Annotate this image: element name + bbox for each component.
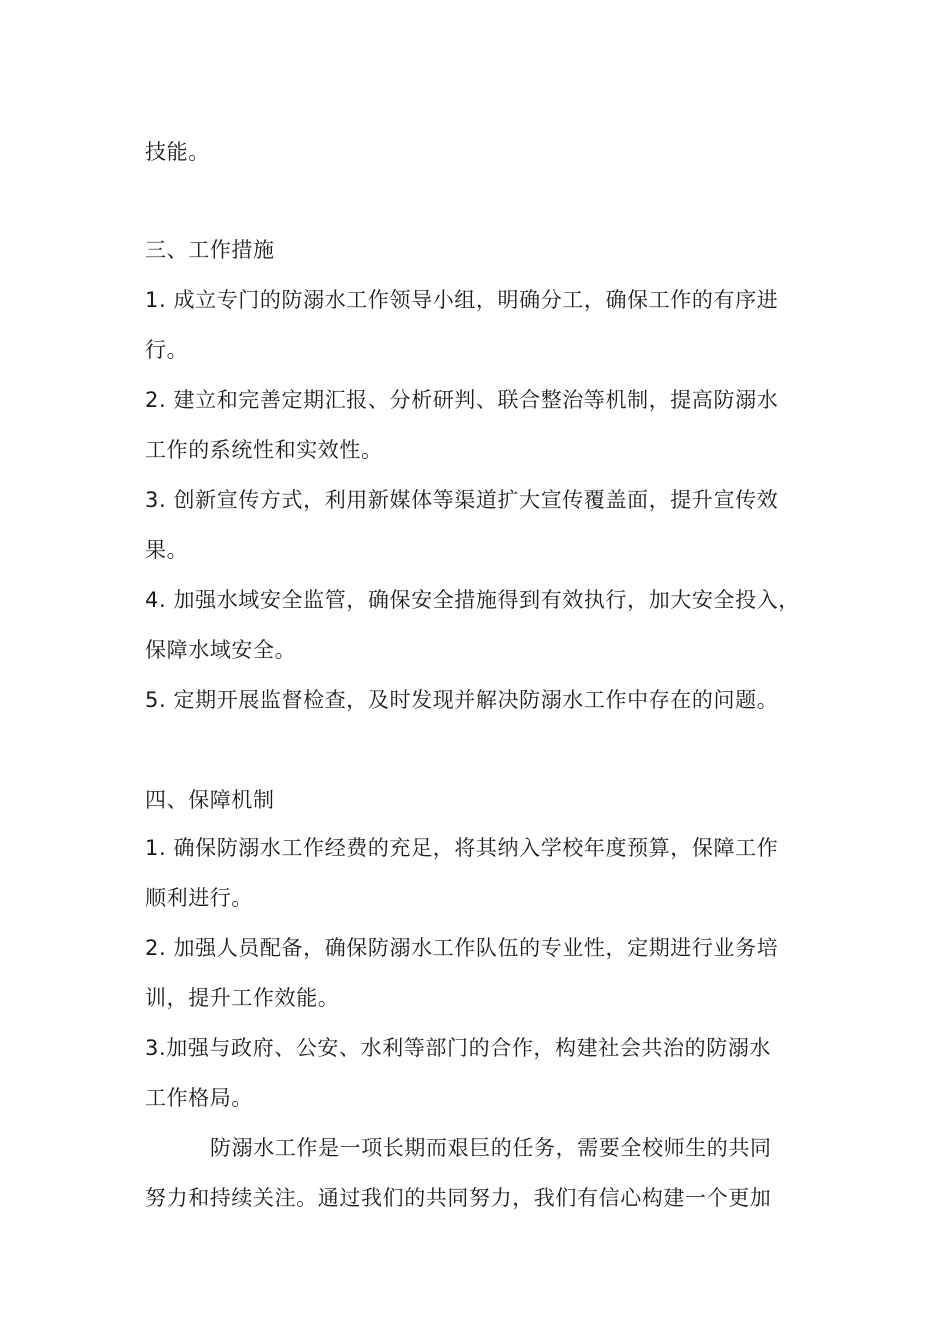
text-line: 5. 定期开展监督检查，及时发现并解决防溺水工作中存在的问题。 <box>145 688 779 712</box>
text-line: 1. 确保防溺水工作经费的充足，将其纳入学校年度预算，保障工作 <box>145 836 779 860</box>
paragraph-line: 防溺水工作是一项长期而艰巨的任务，需要全校师生的共同 <box>210 1136 772 1160</box>
text-line: 果。 <box>145 538 189 562</box>
paragraph-line: 努力和持续关注。通过我们的共同努力，我们有信心构建一个更加 <box>145 1186 772 1210</box>
text-line: 顺利进行。 <box>145 886 253 910</box>
text-line: 技能。 <box>145 140 210 164</box>
text-line: 2. 加强人员配备，确保防溺水工作队伍的专业性，定期进行业务培 <box>145 936 779 960</box>
section-heading: 四、保障机制 <box>145 788 275 812</box>
text-line: 2. 建立和完善定期汇报、分析研判、联合整治等机制，提高防溺水 <box>145 388 779 412</box>
section-heading: 三、工作措施 <box>145 238 275 262</box>
text-line: 工作的系统性和实效性。 <box>145 438 383 462</box>
text-line: 3.加强与政府、公安、水利等部门的合作，构建社会共治的防溺水 <box>145 1036 772 1060</box>
text-line: 训，提升工作效能。 <box>145 986 340 1010</box>
text-line: 3. 创新宣传方式，利用新媒体等渠道扩大宣传覆盖面，提升宣传效 <box>145 488 779 512</box>
text-line: 4. 加强水域安全监管，确保安全措施得到有效执行，加大安全投入， <box>145 588 800 612</box>
text-line: 保障水域安全。 <box>145 638 297 662</box>
text-line: 行。 <box>145 338 189 362</box>
text-line: 工作格局。 <box>145 1086 253 1110</box>
text-line: 1. 成立专门的防溺水工作领导小组，明确分工，确保工作的有序进 <box>145 288 779 312</box>
